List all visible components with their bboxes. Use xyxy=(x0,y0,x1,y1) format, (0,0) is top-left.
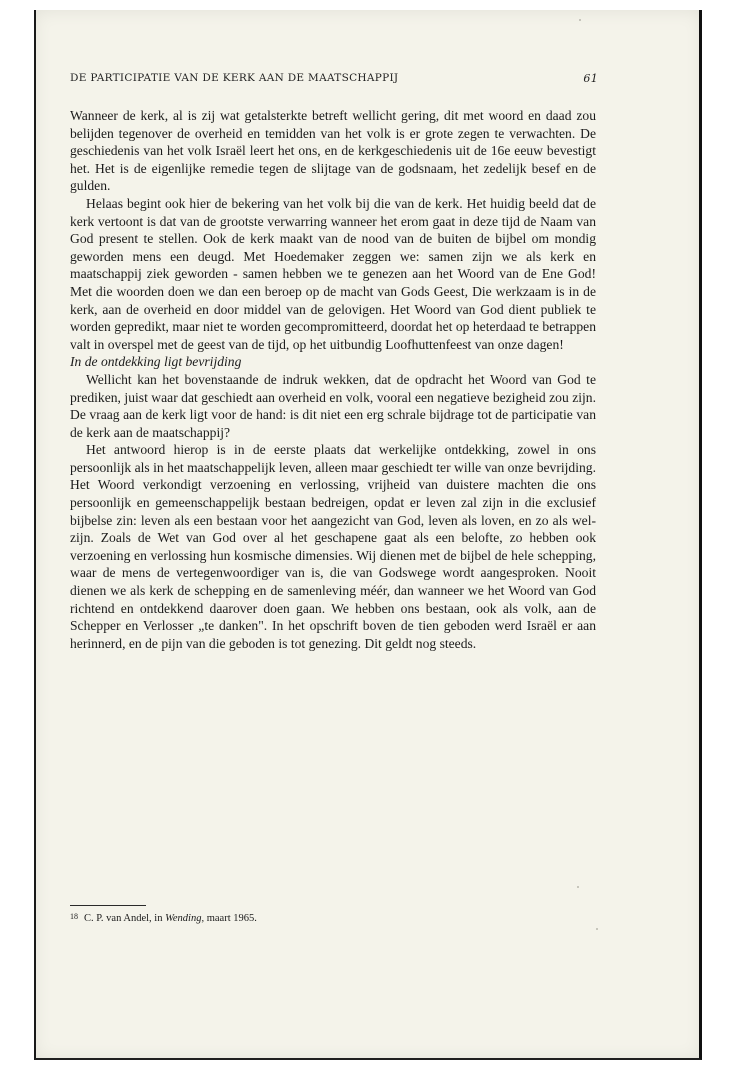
footnote-rule xyxy=(70,905,146,906)
section-heading: In de ontdekking ligt bevrijding xyxy=(70,354,242,370)
footnote-italic: Wending, xyxy=(165,913,205,924)
running-head-title: DE PARTICIPATIE VAN DE KERK AAN DE MAATSCHAPPIJ xyxy=(70,72,399,84)
scan-speck xyxy=(579,19,581,21)
page-number: 61 xyxy=(583,72,598,85)
paragraph: Wanneer de kerk, al is zij wat getalsterkte betreft wellicht gering, dit met woord en daad zou belijden tegenover de overheid en temidden van het volk is er grote zegen te verwachten. De geschiedenis van het volk Israël leert het ons, en de kerkgeschiedenis uit de 16e eeuw bevestigt het. Het is de eigenlijke remedie tegen de slijtage van de godsnaam, het zedelijk besef en de gulden. xyxy=(70,108,596,194)
footnote xyxy=(70,910,596,926)
body-text xyxy=(70,107,596,652)
paragraph: Wellicht kan het bovenstaande de indruk wekken, dat de opdracht het Woord van God te prediken, juist waar dat geschiedt aan overheid en volk, vooral een negatieve bezigheid zou zijn. De vraag aan de kerk ligt voor de hand: is dit niet een erg schrale bijdrage tot de participatie van de kerk aan de maatschappij? xyxy=(70,371,596,440)
footnote-text-end: maart 1965. xyxy=(204,913,257,924)
paragraph: Het antwoord hierop is in de eerste plaats dat werkelijke ontdekking, zowel in ons persoonlijk als in het maatschappelijk leven, alleen maar geschiedt ter wille van onze bevrijding. Het Woord verkondigt verzoening en verlossing, vrijheid van duistere machten die ons persoonlijk en gemeenschappelijk bestaan bedreigen, opdat er leven zal zijn in die exclusief bijbelse zin: leven als een bestaan voor het aangezicht van God, leven als loven, en zo als wel-zijn. Zoals de Wet van God over al het geschapene gaat als een belofte, zo hebben ook verzoening en verlossing hun kosmische dimensies. Wij dienen met de bijbel de hele schepping, waar de mens de vertegenwoordiger van is, die van Godswege wordt aangesproken. Nooit dienen we als kerk de schepping en de samenleving méér, dan wanneer we het Woord van God richtend en ontdekkend daarover doen gaan. We hebben ons bestaan, ook als volk, aan de Schepper en Verlosser „te danken". In het opschrift boven de tien geboden werd Israël er aan herinnerd, en de pijn van die geboden is tot genezing. Dit geldt nog steeds. xyxy=(70,442,596,651)
paragraph: Helaas begint ook hier de bekering van het volk bij die van de kerk. Het huidig beeld dat de kerk vertoont is dat van de grootste verwarring wanneer het erom gaat in deze tijd de Naam van God present te stellen. Ook de kerk maakt van de nood van de buiten de bijbel om mondig geworden mens een deugd. Met Hoedemaker zeggen we: samen zijn we als kerk en maatschappij ziek geworden - samen hebben we te genezen aan het Woord van de Ene God! Met die woorden doen we dan een beroep op de macht van Gods Geest, Die werkzaam is in de kerk, aan de overheid en door middel van de gelovigen. Het Woord van God dient publiek te worden gepredikt, maar niet te worden gecompromitteerd, doordat het op heterdaad te betrappen valt in overspel met de geest van de tijd, op het uitbundig Loofhuttenfeest van onze dagen! xyxy=(70,195,596,352)
scan-speck xyxy=(596,928,598,930)
footnote-number: 18 xyxy=(70,912,78,921)
footnote-text: C. P. van Andel, in xyxy=(84,913,166,924)
scan-speck xyxy=(577,886,579,888)
